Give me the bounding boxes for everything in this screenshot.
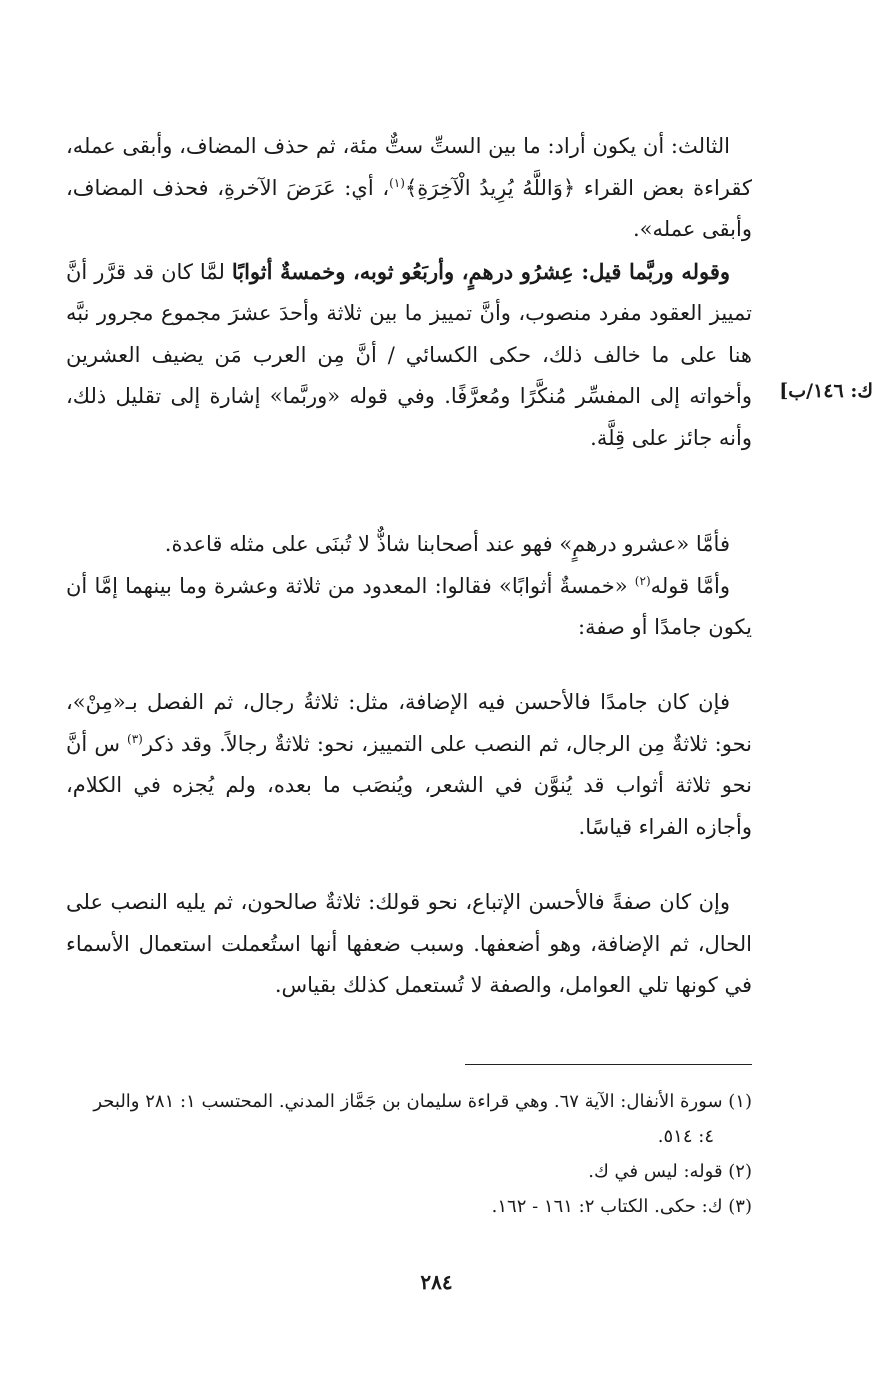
paragraph-1-end: ، أي: عَرَضَ الآخرةِ، فحذف المضاف، وأبقى عمله». — [66, 175, 752, 241]
paragraph-4-start: وأمَّا قوله — [650, 573, 730, 598]
main-text-part2 — [66, 524, 752, 649]
paragraph-khamsa — [66, 566, 752, 649]
footnote-1-continuation: ٤: ٥١٤. — [657, 1126, 714, 1147]
footnote-3: (٣) ك: حكى. الكتاب ٢: ١٦١ - ١٦٢. — [491, 1196, 752, 1217]
paragraph-third-opinion — [66, 126, 752, 251]
footnotes — [66, 1084, 752, 1224]
footnote-ref-1[interactable]: (١) — [389, 175, 405, 190]
paragraph-quote-ishru — [66, 251, 752, 460]
manuscript-folio-note: ك: ١٤٦/ب] — [779, 380, 873, 402]
paragraph-jamid — [66, 682, 752, 848]
paragraph-5-start: فإن كان جامدًا فالأحسن فيه الإضافة، مثل: ثلاثةُ رجال، ثم الفصل بـ«مِنْ»، نحو: ثلاثةٌ مِن الرجال، ثم النصب على التمييز، نحو: ثلاثةٌ رجالاً. وقد ذكر — [66, 690, 752, 756]
footnote-ref-3[interactable]: (٣) — [127, 731, 143, 746]
footnote-1: (١) سورة الأنفال: الآية ٦٧. وهي قراءة سليمان بن جَمَّاز المدني. المحتسب ١: ٢٨١ والبحر — [93, 1091, 752, 1112]
main-text-part4 — [66, 882, 752, 1007]
paragraph-5-text: س أنَّ نحو ثلاثة أثواب قد يُنوَّن في الشعر، ويُنصَب ما بعده، ولم يُجزه في الكلام، وأجازه الفراء قياسًا. — [66, 731, 752, 839]
quoted-matn: وقوله وربَّما قيل: عِشرُو درهمٍ، وأربَعُو ثوبه، وخمسةٌ أثوابًا — [231, 258, 731, 284]
paragraph-sifa: وإن كان صفةً فالأحسن الإتباع، نحو قولك: ثلاثةٌ صالحون، ثم يليه النصب على الحال، ثم الإضافة، وهو أضعفها. وسبب ضعفها أنها استُعملت استعمال الأسماء في كونها تلي العوامل، والصفة لا تُستعمل كذلك بقياس. — [66, 890, 752, 997]
main-text-part1 — [66, 126, 752, 459]
scan-speck — [20, 100, 21, 101]
paragraph-4-text: «خمسةٌ أثوابًا» فقالوا: المعدود من ثلاثة وعشرة وما بينهما إمَّا أن يكون جامدًا أو صفة: — [66, 573, 752, 639]
footnote-ref-2[interactable]: (٢) — [634, 573, 651, 588]
main-text-part3 — [66, 682, 752, 848]
paragraph-2-text: لمَّا كان قد قرَّر أنَّ تمييز العقود مفرد منصوب، وأنَّ تمييز ما بين ثلاثة وأحدَ عشرَ مجموع مجرور نبَّه هنا على ما خالف ذلك، حكى الكسائي / أنَّ مِن العرب مَن يضيف العشرين وأخواته إلى المفسِّر مُنكَّرًا ومُعرَّفًا. وفي قوله «وربَّما» إشارة إلى تقليل ذلك، وأنه جائز على قِلَّة. — [66, 259, 752, 450]
paragraph-shadh: فأمَّا «عشرو درهمٍ» فهو عند أصحابنا شاذٌّ لا تُبنَى على مثله قاعدة. — [164, 532, 730, 556]
footnote-2: (٢) قوله: ليس في ك. — [588, 1161, 752, 1182]
paragraph-1-text: الثالث: أن يكون أراد: ما بين الستِّ ستٌّ مئة، ثم حذف المضاف، وأبقى عمله، كقراءة بعض القراء ﴿وَاللَّهُ يُرِيدُ الْآخِرَةِ﴾ — [66, 134, 752, 200]
footnote-separator — [465, 1064, 752, 1065]
page-number: ٢٨٤ — [420, 1270, 453, 1294]
